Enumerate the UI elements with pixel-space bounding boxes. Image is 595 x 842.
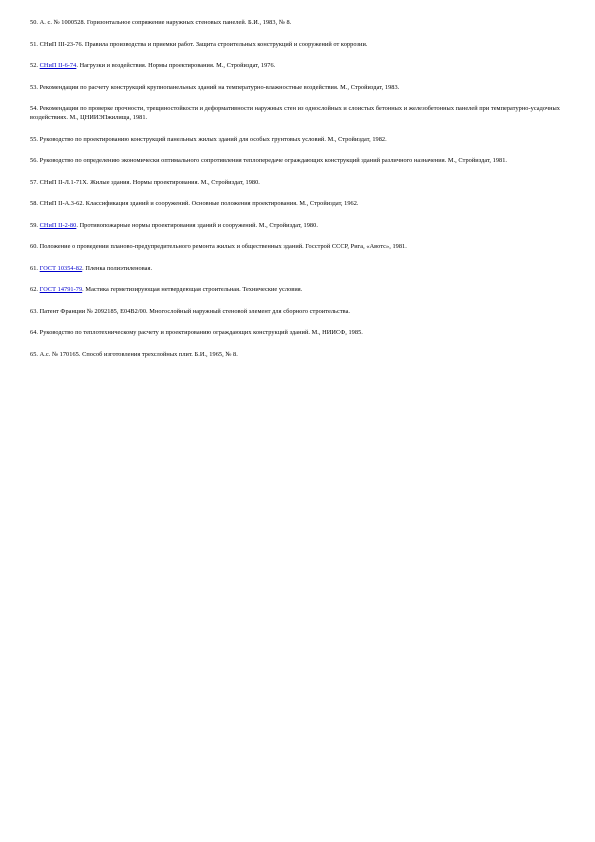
reference-text: Положение о проведении планово-предупредительного ремонта жилых и общественных зданий. Госстрой СССР, Рига, «Авотс», 1981.: [39, 243, 407, 250]
reference-number: 60.: [30, 243, 39, 250]
reference-text: А.с. № 170165. Способ изготовления трехслойных плит. Б.И., 1965, № 8.: [39, 350, 238, 358]
reference-number: 65.: [30, 350, 39, 358]
reference-number: 56.: [30, 157, 39, 164]
reference-number: 51.: [30, 40, 39, 48]
reference-text: А. с. № 1000528. Горизонтальное сопряжение наружных стеновых панелей. Б.И., 1983, № 8.: [39, 19, 292, 26]
reference-number: 62.: [30, 286, 39, 293]
reference-link-gost-14791-79[interactable]: ГОСТ 14791-79: [39, 286, 83, 293]
reference-link-gost-10354-82[interactable]: ГОСТ 10354-82: [39, 264, 83, 272]
reference-number: 52.: [30, 62, 39, 69]
reference-text: Патент Франции № 2092185, Е04В2/00. Многослойный наружный стеновой элемент для сборного строительства.: [39, 307, 351, 315]
reference-number: 63.: [30, 307, 39, 315]
reference-link-snip-ii-6-74[interactable]: СНиП II-6-74: [39, 62, 77, 69]
reference-text: СНиП III-23-76. Правила производства и приемки работ. Защита строительных конструкций и сооружений от коррозии.: [39, 40, 368, 48]
reference-item-55: [30, 135, 573, 144]
reference-text: . Мастика герметизирующая нетвердеющая строительная. Технические условия.: [82, 286, 303, 293]
reference-item-59: [30, 221, 573, 230]
reference-item-60: [30, 242, 573, 251]
reference-number: 64.: [30, 329, 39, 336]
reference-text: Рекомендации по расчету конструкций крупнопанельных зданий на температурно-влажностные воздействия. М., Стройиздат, 1983.: [39, 83, 400, 91]
reference-text: СНиП II-Л.1-71Х. Жилые здания. Нормы проектирования. М., Стройиздат, 1980.: [39, 178, 260, 186]
reference-item-52: [30, 61, 573, 70]
reference-item-54: [30, 104, 573, 122]
reference-number: 58.: [30, 200, 39, 207]
reference-item-53: [30, 83, 573, 92]
reference-item-63: [30, 307, 573, 316]
reference-item-65: [30, 350, 573, 359]
reference-text: СНиП II-А.3-62. Классификация зданий и сооружений. Основные положения проектирования. М., Стройиздат, 1962.: [39, 200, 359, 207]
reference-text: Руководство по проектированию конструкций панельных жилых зданий для особых грунтовых условий. М., Стройиздат, 1982.: [39, 135, 387, 143]
reference-item-56: [30, 156, 573, 165]
reference-item-62: [30, 285, 573, 294]
reference-text: Руководство по определению экономически оптимального сопротивления теплопередаче ограждающих конструкций зданий различного назначения. М., Стройиздат, 1981.: [39, 157, 508, 164]
reference-text: . Нагрузки и воздействия. Нормы проектирования. М., Стройиздат, 1976.: [76, 62, 276, 69]
reference-item-51: [30, 40, 573, 49]
reference-number: 61.: [30, 264, 39, 272]
reference-item-50: [30, 18, 573, 27]
reference-item-57: [30, 178, 573, 187]
reference-text: Рекомендации по проверке прочности, трещиностойкости и деформативности наружных стен из однослойных и слоистых бетонных и железобетонных панелей при температурно-усадочных воздействиях. М., ЦНИИЭПжилища, 1981.: [30, 105, 560, 121]
reference-number: 55.: [30, 135, 39, 143]
reference-text: . Противопожарные нормы проектирования зданий и сооружений. М., Стройиздат, 1980.: [76, 221, 318, 229]
reference-item-58: [30, 199, 573, 208]
reference-item-61: [30, 264, 573, 273]
reference-number: 53.: [30, 83, 39, 91]
reference-text: Руководство по теплотехническому расчету и проектированию ограждающих конструкций зданий. М., НИИСФ, 1985.: [39, 329, 363, 336]
reference-text: . Пленка полиэтиленовая.: [82, 264, 153, 272]
reference-number: 50.: [30, 19, 39, 26]
reference-number: 59.: [30, 221, 39, 229]
reference-number: 54.: [30, 105, 39, 112]
reference-number: 57.: [30, 178, 39, 186]
reference-item-64: [30, 328, 573, 337]
reference-link-snip-ii-2-80[interactable]: СНиП II-2-80: [39, 221, 77, 229]
